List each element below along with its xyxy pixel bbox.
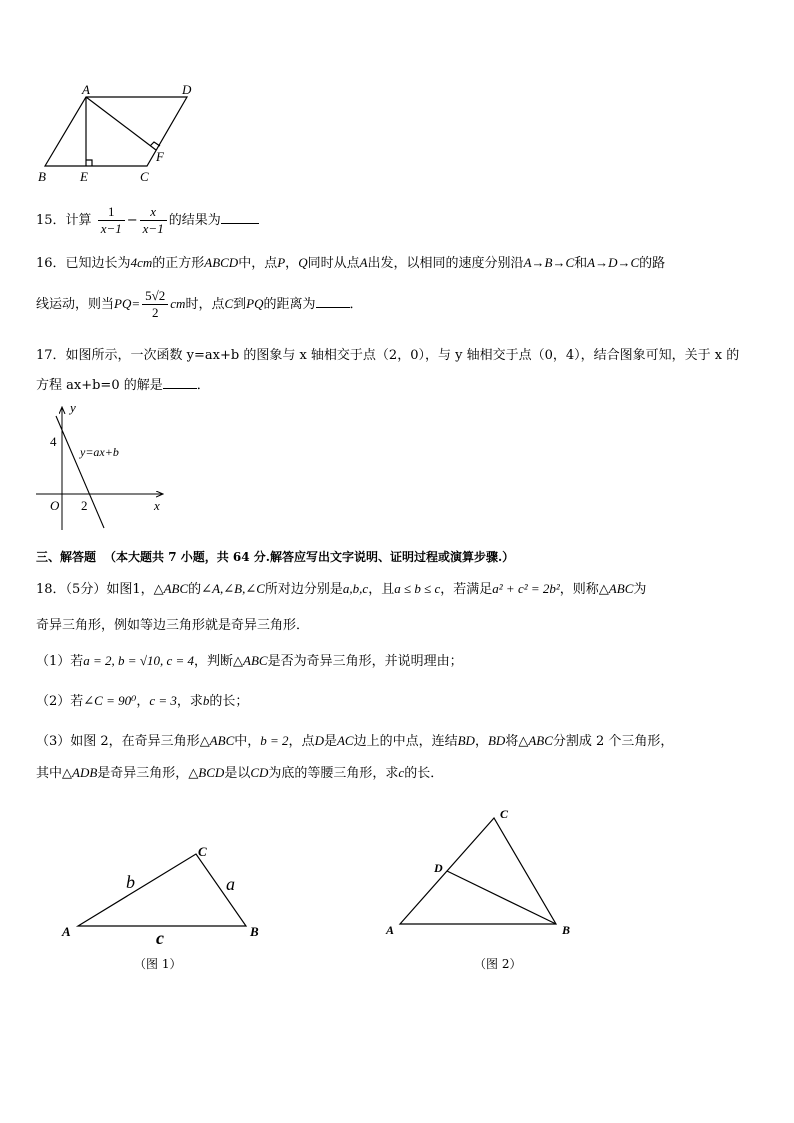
q18-text-a: 18．（5分）如图1， [36, 582, 154, 597]
q18-p3-b: 中， [234, 734, 261, 749]
q18-p2-angle: ∠C = 90⁰ [83, 693, 137, 708]
q16-text-b: 的正方形 [152, 256, 205, 271]
label-D: D [182, 84, 192, 97]
q18-p4-b: 是奇异三角形， [97, 766, 189, 781]
label-C: C [140, 169, 149, 184]
q18-p3-g: 将 [505, 734, 519, 749]
x-axis-label: x [154, 498, 160, 513]
q18-p2-e: 的长； [209, 694, 249, 709]
q16-point-c: C [224, 296, 234, 311]
q18-p3-ac: AC [336, 733, 354, 748]
triangle-abc [78, 854, 246, 926]
q18-p3-d: 是 [323, 734, 337, 749]
section-3-title: 三、解答题 [36, 550, 97, 564]
q18-triangle: △ABC [153, 581, 189, 596]
q15-operator: − [126, 213, 138, 228]
triangle-abc-2 [400, 818, 556, 924]
fig1-caption: （图 1） [134, 957, 182, 971]
q15-frac1-num: 1 [98, 204, 125, 221]
q16-end: ． [349, 297, 363, 312]
fig1-side-b: b [126, 872, 135, 892]
q18-p1-a: （1）若 [36, 654, 84, 669]
q16-side: 4cm [130, 255, 153, 270]
q15-number: 15． [36, 213, 66, 228]
question-18-part1 [36, 650, 463, 669]
q18-text-f: ，则称 [559, 582, 599, 597]
question-16-line1 [36, 252, 665, 271]
q16-pq-2: PQ [246, 296, 264, 311]
q16-text-g: 线运动，则当 [36, 297, 115, 312]
question-18-part2 [36, 690, 248, 709]
q18-p4-e: 的长． [404, 766, 444, 781]
q18-equation: a² + c² = 2b² [492, 581, 560, 596]
q18-p4-cd: CD [250, 765, 269, 780]
segment-bd [447, 871, 556, 924]
x-tick-label: 2 [81, 498, 88, 513]
function-line [56, 416, 104, 528]
fig2-label-D: D [434, 861, 443, 875]
q18-p3-triangle-2: △ABC [518, 733, 553, 748]
q16-path-2: A→D→C [587, 255, 640, 270]
q16-text-e: 出发，以相同的速度分别沿 [367, 256, 524, 271]
y-tick-label: 4 [50, 434, 57, 449]
parallelogram-shape [45, 97, 187, 166]
q16-pq: PQ= [114, 296, 141, 311]
q16-and: 和 [574, 256, 588, 271]
question-17-line1: 17．如图所示，一次函数 y=ax+b 的图象与 x 轴相交于点（2，0），与 y 轴相交于点（0，4），结合图象可知，关于 x 的 [36, 348, 740, 363]
q18-p2-a: （2）若 [36, 694, 84, 709]
q15-prefix: 计算 [65, 213, 92, 228]
q18-p4-c: 是以 [224, 766, 251, 781]
question-18-part3-line2 [36, 762, 443, 781]
q18-p4-d: 为底的等腰三角形，求 [268, 766, 399, 781]
q18-p4-adb: △ADB [62, 765, 98, 780]
q18-p3-f: ， [474, 734, 488, 749]
q16-text-c: 中，点 [238, 256, 278, 271]
q18-p1-c: 是否为奇异三角形，并说明理由； [267, 654, 463, 669]
fig1-label-C: C [198, 844, 207, 859]
fig1-side-c: c [156, 928, 164, 948]
question-18-line2: 奇异三角形，例如等边三角形就是奇异三角形． [36, 618, 310, 633]
q16-point-p: P [277, 255, 286, 270]
question-17-line2 [36, 374, 210, 393]
q18-inequality: a ≤ b ≤ c [394, 581, 441, 596]
q16-text-j: 的距离为 [263, 297, 316, 312]
q18-p3-e: 边上的中点，连结 [353, 734, 458, 749]
label-F: F [156, 149, 164, 164]
q16-number: 16． [36, 256, 66, 271]
q18-p1-b: ，判断 [194, 654, 234, 669]
q18-p3-point-d: D [314, 733, 324, 748]
segment-AF [86, 97, 156, 150]
label-E: E [80, 169, 88, 184]
q16-unit: cm [170, 296, 186, 311]
q18-text-g: 为 [633, 582, 647, 597]
label-A: A [82, 84, 90, 97]
q15-fraction-1 [98, 204, 125, 237]
section-3-note: （本大题共 7 小题，共 64 分.解答应写出文字说明、证明过程或演算步骤.） [104, 550, 515, 564]
figure-2-triangle [380, 800, 590, 980]
y-axis-label: y [70, 400, 76, 415]
q18-p4-bcd: △BCD [188, 765, 225, 780]
q18-p2-d: ，求 [176, 694, 203, 709]
fig1-side-a: a [226, 874, 235, 894]
fig1-label-B: B [250, 924, 259, 939]
q18-text-e: ，若满足 [440, 582, 493, 597]
fig2-label-B: B [562, 923, 571, 937]
q17-answer-blank[interactable] [163, 388, 197, 389]
q18-text-d: ，且 [368, 582, 395, 597]
origin-label: O [50, 498, 60, 513]
q16-point-a: A [359, 255, 368, 270]
q16-text-h: 时，点 [185, 297, 225, 312]
question-16-line2 [36, 288, 363, 321]
label-B: B [38, 169, 46, 184]
question-18-line1 [36, 578, 646, 597]
q16-point-q: Q [298, 255, 308, 270]
q18-p3-h: 分割成 2 个三角形， [552, 734, 674, 749]
q18-p3-bd: BD [457, 733, 475, 748]
q16-frac-den: 2 [151, 305, 159, 320]
q16-text-a: 已知边长为 [65, 256, 131, 271]
q18-p3-a: （3）如图 2，在奇异三角形 [36, 734, 200, 749]
q15-suffix: 的结果为 [168, 213, 221, 228]
fig2-label-C: C [500, 807, 509, 821]
q18-p1-triangle: △ABC [233, 653, 268, 668]
q16-text-f: 的路 [639, 256, 666, 271]
q15-fraction-2 [140, 204, 167, 237]
q15-frac2-num: x [140, 204, 167, 221]
q16-frac-num: 5√2 [142, 288, 168, 305]
fig2-label-A: A [386, 923, 395, 937]
section-3-header [36, 548, 514, 565]
right-angle-mark-F [150, 142, 160, 146]
q18-angles: ∠A,∠B,∠C [201, 581, 265, 596]
q18-p2-c: c = 3 [149, 693, 177, 708]
q18-p1-values: a = 2, b = √10, c = 4 [83, 653, 195, 668]
q18-p4-c-var: c [398, 765, 405, 780]
q18-p2-b-var: b [202, 693, 210, 708]
q16-square: ABCD [204, 255, 239, 270]
q18-p4-a: 其中 [36, 766, 63, 781]
q18-p2-b: ， [136, 694, 150, 709]
q18-p3-triangle: △ABC [199, 733, 235, 748]
q18-text-b: 的 [188, 582, 202, 597]
question-18-part3 [36, 730, 673, 749]
q15-frac1-den: x−1 [100, 221, 122, 236]
q18-p3-c: ，点 [288, 734, 315, 749]
q16-path-1: A→B→C [523, 255, 575, 270]
q15-answer-blank[interactable] [221, 223, 259, 224]
q18-text-c: 所对边分别是 [264, 582, 343, 597]
q17-end: ． [196, 378, 210, 393]
q16-fraction [142, 288, 168, 321]
linear-function-graph [32, 400, 182, 534]
q18-sides: a,b,c [342, 581, 369, 596]
q18-p3-bd-2: BD [487, 733, 506, 748]
q16-comma: ， [285, 256, 299, 271]
q18-p3-b-val: b = 2 [260, 733, 289, 748]
right-angle-mark-E [86, 160, 92, 166]
figure-1-triangle [58, 840, 278, 980]
q15-frac2-den: x−1 [142, 221, 164, 236]
q16-text-i: 到 [233, 297, 247, 312]
fig2-caption: （图 2） [474, 957, 522, 971]
q16-answer-blank[interactable] [316, 307, 350, 308]
q16-text-d: 同时从点 [307, 256, 360, 271]
fig1-label-A: A [62, 924, 71, 939]
question-15 [36, 204, 259, 237]
line-label: y=ax+b [80, 445, 119, 459]
q18-triangle-2: △ABC [598, 581, 634, 596]
parallelogram-figure [30, 84, 230, 188]
q17-text: 方程 ax+b=0 的解是 [36, 378, 163, 393]
